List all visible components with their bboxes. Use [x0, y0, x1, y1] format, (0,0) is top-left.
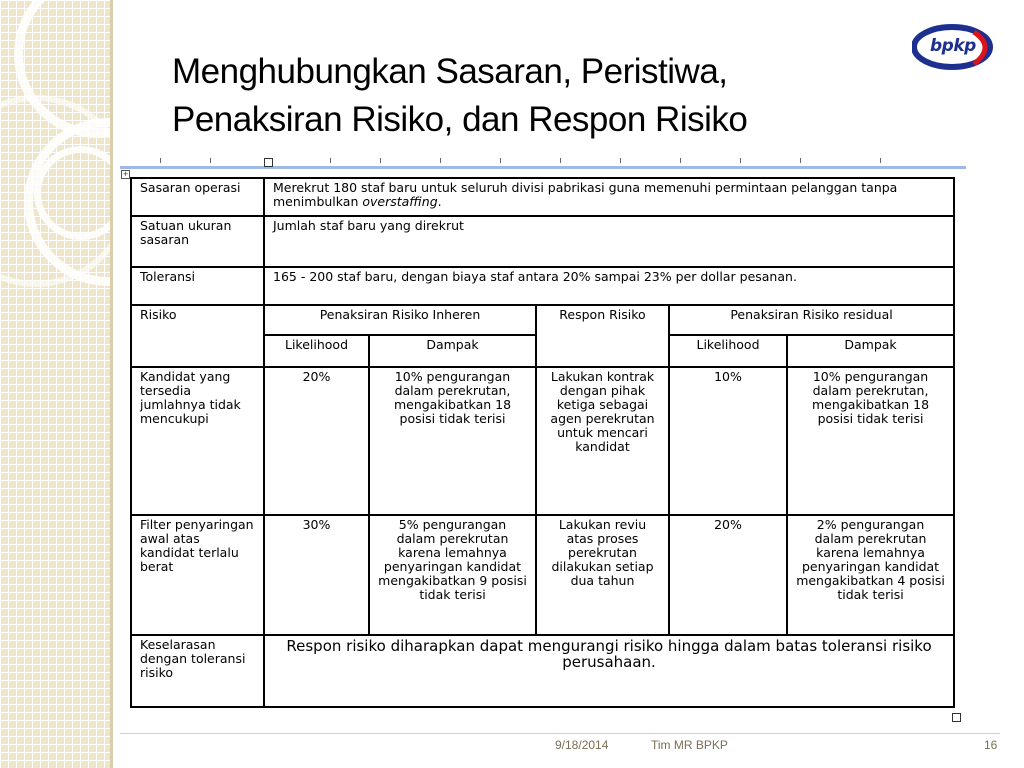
- dampak-header: Dampak: [787, 335, 954, 367]
- bpkp-logo: [912, 24, 998, 70]
- sasaran-text-cell: [264, 178, 954, 216]
- table-row: [131, 515, 954, 635]
- resize-handle[interactable]: [264, 158, 273, 167]
- page-number: 16: [984, 738, 998, 752]
- residual-likelihood-cell: 20%: [669, 515, 787, 635]
- keselarasan-text: Respon risiko diharapkan dapat mengurangi risiko hingga dalam batas toleransi risiko perusahaan.: [264, 635, 954, 707]
- footer-organization: Tim MR BPKP: [651, 738, 728, 752]
- table-row: [131, 178, 954, 216]
- decorative-circle: [34, 146, 128, 240]
- risk-cell: Kandidat yang tersedia jumlahnya tidak mencukupi: [131, 367, 264, 515]
- table-row: [131, 305, 954, 335]
- residual-impact-cell: 2% pengurangan dalam perekrutan karena lemahnya penyaringan kandidat mengakibatkan 4 posisi tidak terisi: [787, 515, 954, 635]
- decorative-side-band: [0, 0, 113, 768]
- resize-handle[interactable]: [952, 713, 961, 722]
- footer-date: 9/18/2014: [555, 738, 609, 752]
- sasaran-text: Merekrut 180 staf baru untuk seluruh divisi pabrikasi guna memenuhi permintaan pelanggan tanpa menimbulkan: [273, 180, 898, 209]
- residual-likelihood-cell: 10%: [669, 367, 787, 515]
- toleransi-label: Toleransi: [131, 267, 264, 305]
- satuan-text: Jumlah staf baru yang direkrut: [264, 216, 954, 267]
- title-line-1: Menghubungkan Sasaran, Peristiwa,: [172, 52, 728, 91]
- table-row: [131, 635, 954, 707]
- likelihood-header: Likelihood: [264, 335, 369, 367]
- residual-impact-cell: 10% pengurangan dalam perekrutan, mengakibatkan 18 posisi tidak terisi: [787, 367, 954, 515]
- logo-text: bpkp: [930, 36, 976, 56]
- satuan-label: Satuan ukuran sasaran: [131, 216, 264, 267]
- table-move-handle[interactable]: +: [122, 170, 129, 178]
- sasaran-italic: overstaffing: [362, 194, 438, 209]
- table-row: [131, 216, 954, 267]
- slide-title: [172, 48, 892, 144]
- table-row: [131, 267, 954, 305]
- residual-header: Penaksiran Risiko residual: [669, 305, 954, 335]
- table-row: [131, 367, 954, 515]
- response-cell: Lakukan kontrak dengan pihak ketiga sebagai agen perekrutan untuk mencari kandidat: [536, 367, 669, 515]
- inherent-impact-cell: 5% pengurangan dalam perekrutan karena lemahnya penyaringan kandidat mengakibatkan 9 posisi tidak terisi: [369, 515, 536, 635]
- sasaran-end: .: [437, 194, 442, 209]
- title-line-2: Penaksiran Risiko, dan Respon Risiko: [172, 100, 748, 139]
- table-image: [118, 158, 966, 724]
- dampak-header: Dampak: [369, 335, 536, 367]
- toleransi-text: 165 - 200 staf baru, dengan biaya staf antara 20% sampai 23% per dollar pesanan.: [264, 267, 954, 305]
- footer-divider: [120, 733, 1000, 734]
- inheren-header: Penaksiran Risiko Inheren: [264, 305, 536, 335]
- respon-header: Respon Risiko: [536, 305, 669, 367]
- likelihood-header: Likelihood: [669, 335, 787, 367]
- inherent-likelihood-cell: 30%: [264, 515, 369, 635]
- inherent-impact-cell: 10% pengurangan dalam perekrutan, mengakibatkan 18 posisi tidak terisi: [369, 367, 536, 515]
- keselarasan-label: Keselarasan dengan toleransi risiko: [131, 635, 264, 707]
- inherent-likelihood-cell: 20%: [264, 367, 369, 515]
- ruler-bar: [120, 158, 966, 169]
- risk-table: [130, 177, 955, 708]
- risiko-label: Risiko: [131, 305, 264, 367]
- risk-cell: Filter penyaringan awal atas kandidat terlalu berat: [131, 515, 264, 635]
- response-cell: Lakukan reviu atas proses perekrutan dilakukan setiap dua tahun: [536, 515, 669, 635]
- sasaran-label: Sasaran operasi: [131, 178, 264, 216]
